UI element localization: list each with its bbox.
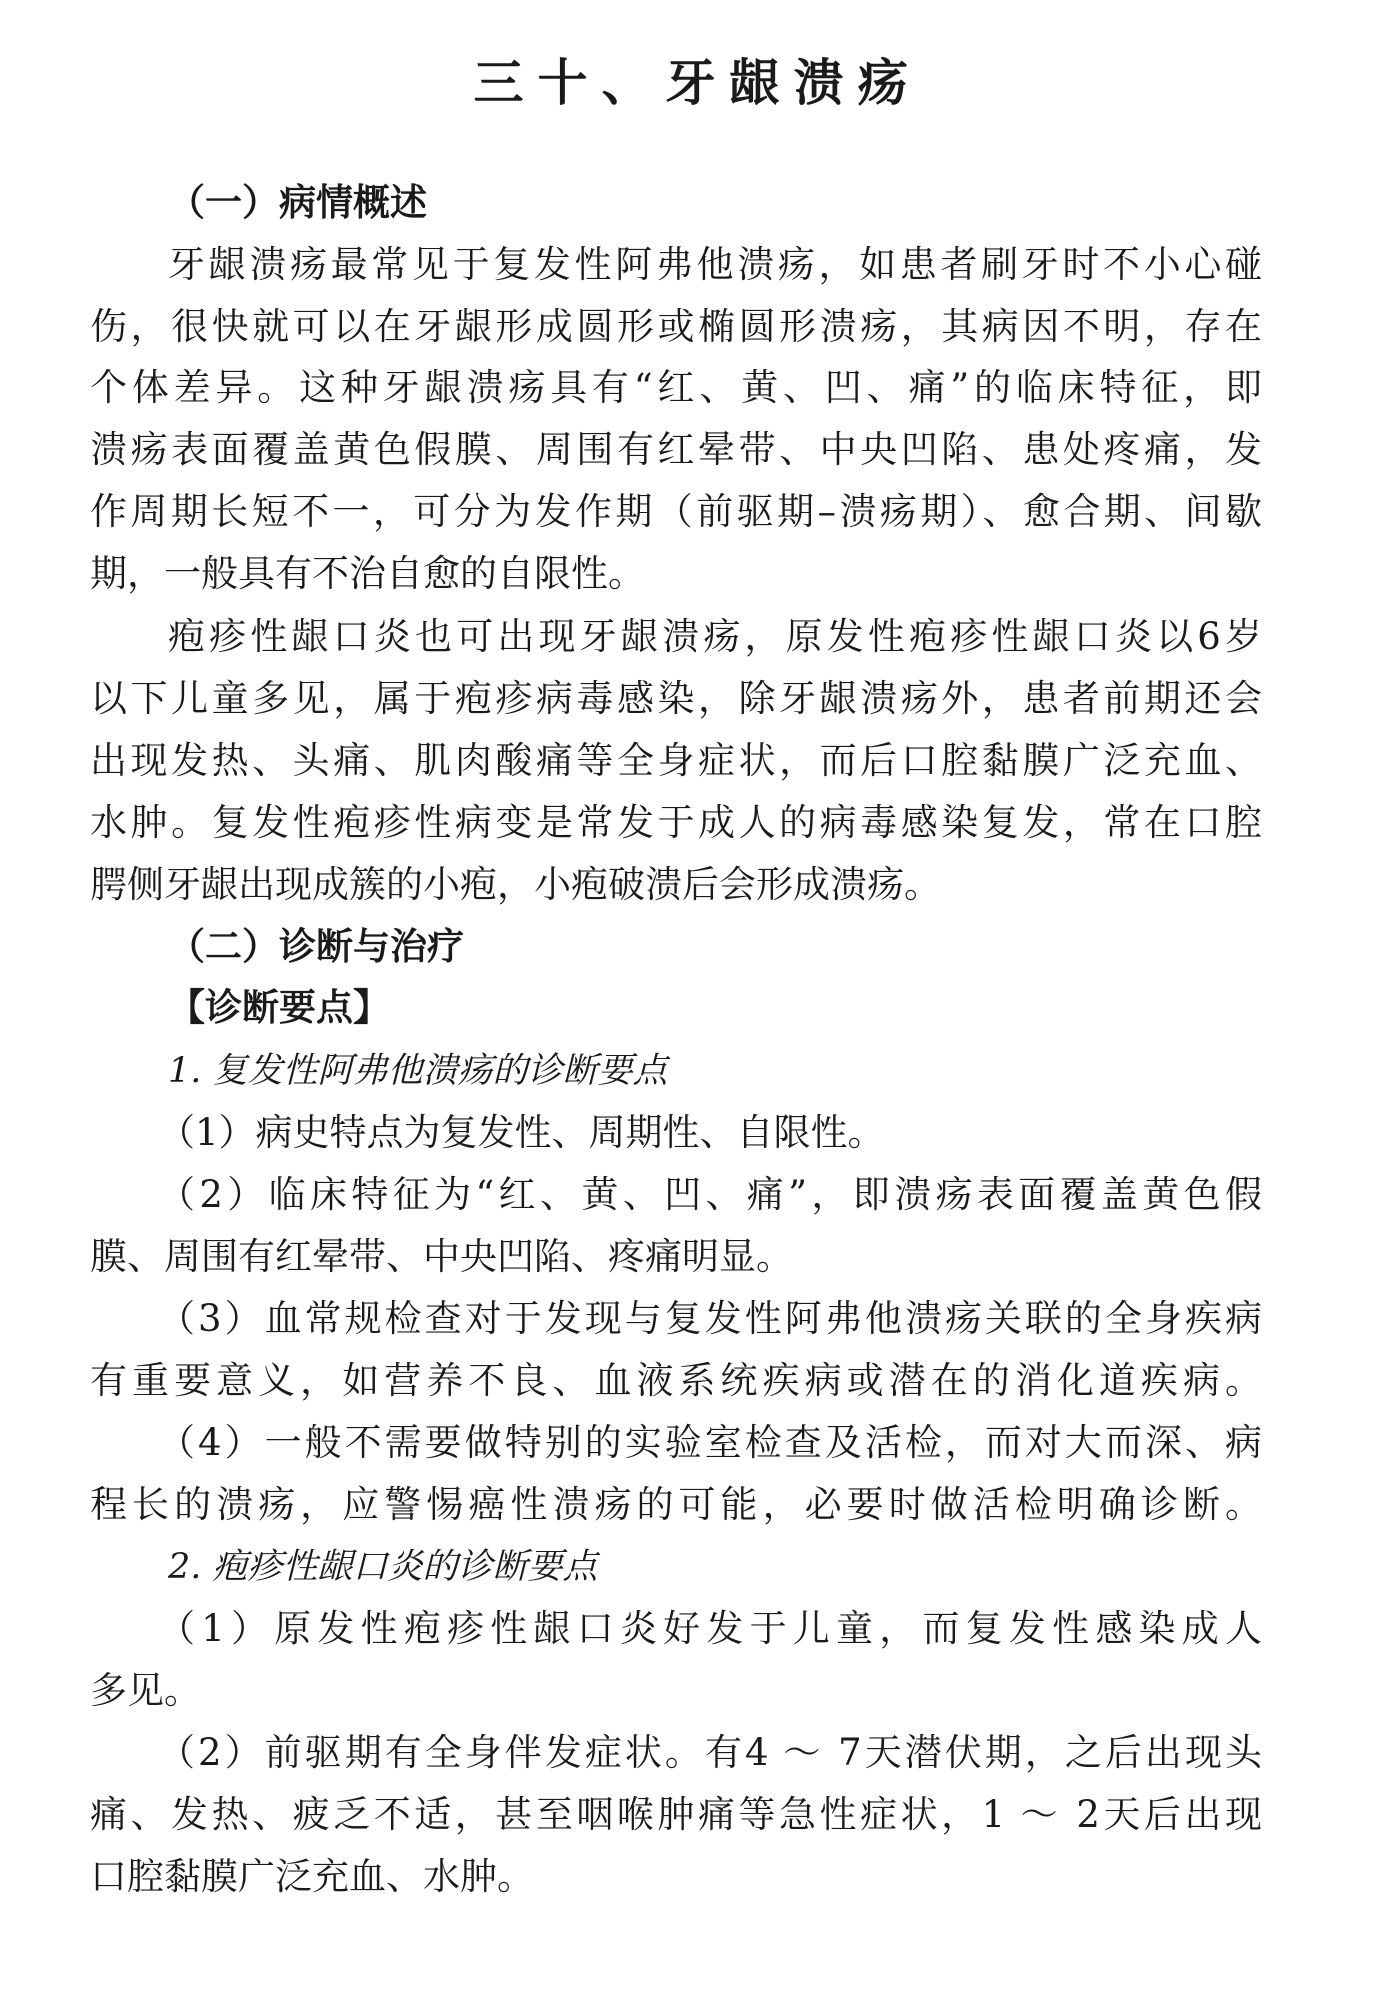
item-title-aphthous: 1. 复发性阿弗他溃疡的诊断要点 xyxy=(168,1051,668,1091)
list-item: （2）临床特征为“红、黄、凹、痛”，即溃疡表面覆盖黄色假 xyxy=(158,1173,1262,1216)
list-item: （2）前驱期有全身伴发症状。有4 ～ 7天潜伏期，之后出现头 xyxy=(158,1731,1262,1774)
paragraph-line: 个体差异。这种牙龈溃疡具有“红、黄、凹、痛”的临床特征，即 xyxy=(90,366,1262,409)
paragraph-line: 作周期长短不一，可分为发作期（前驱期–溃疡期）、愈合期、间歇 xyxy=(90,490,1262,533)
subheading-diagnosis-points: 【诊断要点】 xyxy=(168,986,390,1029)
list-item-continuation: 程长的溃疡，应警惕癌性溃疡的可能，必要时做活检明确诊断。 xyxy=(90,1483,1262,1526)
section-heading-overview: （一）病情概述 xyxy=(168,181,427,224)
list-item: （1）病史特点为复发性、周期性、自限性。 xyxy=(158,1111,885,1154)
list-item: （1）原发性疱疹性龈口炎好发于儿童，而复发性感染成人 xyxy=(158,1607,1262,1650)
paragraph-line: 牙龈溃疡最常见于复发性阿弗他溃疡，如患者刷牙时不小心碰 xyxy=(168,243,1262,286)
paragraph-line: 出现发热、头痛、肌肉酸痛等全身症状，而后口腔黏膜广泛充血、 xyxy=(90,739,1262,782)
paragraph-line: 水肿。复发性疱疹性病变是常发于成人的病毒感染复发，常在口腔 xyxy=(90,801,1262,844)
list-item-continuation: 痛、发热、疲乏不适，甚至咽喉肿痛等急性症状，1 ～ 2天后出现 xyxy=(90,1793,1262,1836)
paragraph-line: 期，一般具有不治自愈的自限性。 xyxy=(90,552,645,595)
paragraph-line: 以下儿童多见，属于疱疹病毒感染，除牙龈溃疡外，患者前期还会 xyxy=(90,677,1262,720)
section-heading-diagnosis-treatment: （二）诊断与治疗 xyxy=(168,925,464,968)
list-item-continuation: 有重要意义，如营养不良、血液系统疾病或潜在的消化道疾病。 xyxy=(90,1359,1262,1402)
list-item: （3）血常规检查对于发现与复发性阿弗他溃疡关联的全身疾病 xyxy=(158,1297,1262,1340)
paragraph-line: 腭侧牙龈出现成簇的小疱，小疱破溃后会形成溃疡。 xyxy=(90,863,941,906)
paragraph-line: 伤，很快就可以在牙龈形成圆形或椭圆形溃疡，其病因不明，存在 xyxy=(90,305,1262,348)
list-item-continuation: 口腔黏膜广泛充血、水肿。 xyxy=(90,1855,534,1898)
list-item: （4）一般不需要做特别的实验室检查及活检，而对大而深、病 xyxy=(158,1421,1262,1464)
paragraph-line: 溃疡表面覆盖黄色假膜、周围有红晕带、中央凹陷、患处疼痛，发 xyxy=(90,428,1262,471)
item-title-herpetic: 2. 疱疹性龈口炎的诊断要点 xyxy=(168,1547,598,1587)
page-title: 三十、牙龈溃疡 xyxy=(473,54,922,112)
list-item-continuation: 膜、周围有红晕带、中央凹陷、疼痛明显。 xyxy=(90,1235,793,1278)
list-item-continuation: 多见。 xyxy=(90,1669,201,1712)
paragraph-line: 疱疹性龈口炎也可出现牙龈溃疡，原发性疱疹性龈口炎以6岁 xyxy=(168,615,1262,658)
